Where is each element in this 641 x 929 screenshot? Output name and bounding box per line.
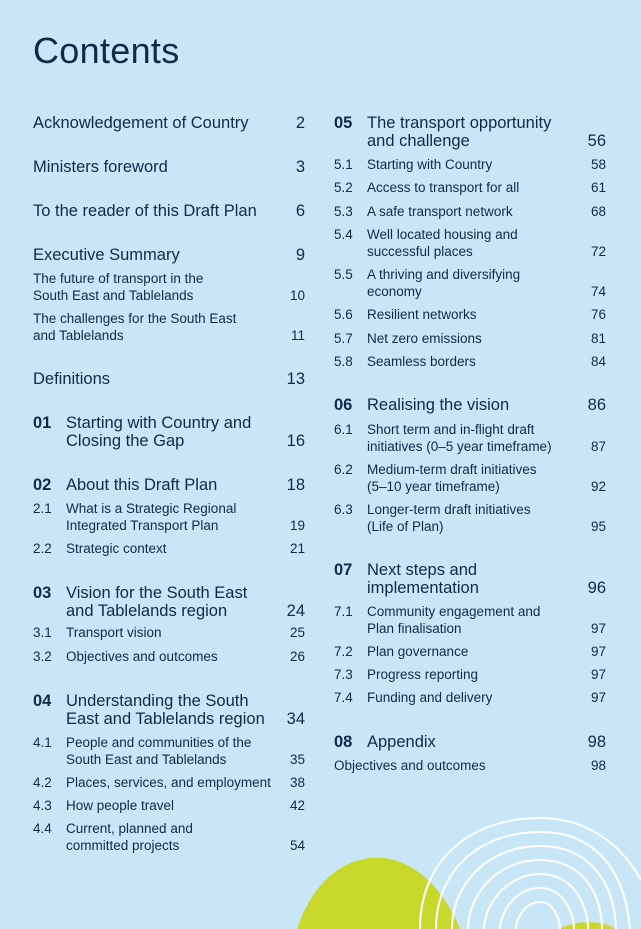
toc-entry-title: Progress reporting — [367, 667, 479, 682]
toc-entry-number: 7.2 — [334, 644, 353, 659]
toc-entry-title: Short term and in-flight draft initiatives (0–5 year timeframe) — [367, 422, 552, 454]
toc-entry-number: 2.1 — [33, 501, 52, 516]
toc-entry-number: 6.3 — [334, 502, 353, 517]
toc-entry-title: Plan governance — [367, 644, 469, 659]
toc-entry-title: How people travel — [66, 798, 175, 813]
toc-entry-page: 10 — [289, 288, 305, 303]
toc-entry-page: 72 — [590, 244, 606, 259]
toc-entry-page: 6 — [295, 202, 305, 220]
toc-entry-number: 2.2 — [33, 541, 52, 556]
toc-entry-page: 26 — [289, 649, 305, 664]
toc-entry-page: 2 — [295, 114, 305, 132]
toc-entry-page: 97 — [590, 690, 606, 705]
toc-entry-page: 42 — [289, 798, 305, 813]
toc-entry-number: 5.4 — [334, 227, 353, 242]
toc-entry-title: The challenges for the South East and Tablelands — [33, 311, 237, 343]
toc-entry-page: 87 — [590, 439, 606, 454]
toc-entry-number: 5.1 — [334, 157, 353, 172]
toc-entry-number: 4.1 — [33, 735, 52, 750]
toc-entry-title: Next steps and implementation — [367, 561, 479, 597]
toc-entry-title: Places, services, and employment — [66, 775, 271, 790]
toc-entry-page: 58 — [590, 157, 606, 172]
toc-entry-title: Seamless borders — [367, 354, 476, 369]
toc-entry-title: Well located housing and successful places — [367, 227, 518, 259]
toc-entry-title: Executive Summary — [33, 246, 180, 264]
toc-entry-page: 3 — [295, 158, 305, 176]
toc-entry-number: 5.5 — [334, 267, 353, 282]
toc-entry-title: Definitions — [33, 370, 111, 388]
toc-entry-title: Appendix — [367, 733, 436, 751]
toc-entry-title: A thriving and diversifying economy — [367, 267, 521, 299]
toc-entry-title: Funding and delivery — [367, 690, 493, 705]
toc-entry-number: 02 — [33, 476, 52, 494]
toc-entry-title: Strategic context — [66, 541, 167, 556]
toc-entry-page: 98 — [587, 733, 606, 751]
toc-entry-page: 16 — [286, 432, 305, 450]
toc-entry-page: 86 — [587, 396, 606, 414]
toc-entry-title: Starting with Country and Closing the Gap — [66, 414, 252, 450]
toc-entry-page: 13 — [286, 370, 305, 388]
toc-entry-number: 7.3 — [334, 667, 353, 682]
toc-entry-number: 7.1 — [334, 604, 353, 619]
toc-entry-number: 5.2 — [334, 180, 353, 195]
toc-entry-page: 68 — [590, 204, 606, 219]
toc-entry-page: 76 — [590, 307, 606, 322]
toc-entry-title: People and communities of the South East and Tablelands — [66, 735, 252, 767]
toc-entry-page: 97 — [590, 644, 606, 659]
toc-entry-number: 5.7 — [334, 331, 353, 346]
toc-entry-number: 05 — [334, 114, 353, 132]
toc-entry-page: 56 — [587, 132, 606, 150]
toc-entry-title: Acknowledgement of Country — [33, 114, 249, 132]
toc-entry-page: 96 — [587, 579, 606, 597]
toc-entry-page: 25 — [289, 625, 305, 640]
toc-entry-title: Current, planned and committed projects — [66, 821, 193, 853]
toc-entry-page: 97 — [590, 667, 606, 682]
toc-entry-number: 6.2 — [334, 462, 353, 477]
toc-entry-title: A safe transport network — [367, 204, 513, 219]
toc-entry-page: 98 — [590, 758, 606, 773]
toc-entry-title: Resilient networks — [367, 307, 477, 322]
toc-entry-title: Net zero emissions — [367, 331, 482, 346]
toc-entry-title: Transport vision — [66, 625, 162, 640]
toc-entry-page: 24 — [286, 602, 305, 620]
toc-entry-title: About this Draft Plan — [66, 476, 218, 494]
toc-entry-page: 35 — [289, 752, 305, 767]
toc-entry-number: 3.2 — [33, 649, 52, 664]
toc-entry-number: 5.3 — [334, 204, 353, 219]
toc-entry-number: 4.3 — [33, 798, 52, 813]
toc-entry-number: 06 — [334, 396, 353, 414]
toc-entry-title: To the reader of this Draft Plan — [33, 202, 257, 220]
page-title: Contents — [33, 30, 180, 71]
toc-entry-number: 08 — [334, 733, 353, 751]
contour-lines — [420, 818, 641, 929]
toc-entry-page: 9 — [295, 246, 305, 264]
toc-entry-page: 97 — [590, 621, 606, 636]
toc-entry-title: Longer-term draft initiatives (Life of Plan) — [367, 502, 531, 534]
toc-entry-number: 04 — [33, 692, 52, 710]
toc-entry-page: 74 — [590, 284, 606, 299]
toc-entry-page: 19 — [289, 518, 305, 533]
toc-entry-title: The future of transport in the South East and Tablelands — [33, 271, 204, 303]
toc-entry-page: 92 — [590, 479, 606, 494]
toc-entry-title: What is a Strategic Regional Integrated Transport Plan — [66, 501, 237, 533]
toc-entry-number: 5.6 — [334, 307, 353, 322]
toc-entry-number: 4.4 — [33, 821, 52, 836]
toc-entry-number: 5.8 — [334, 354, 353, 369]
toc-entry-number: 3.1 — [33, 625, 52, 640]
toc-entry-page: 21 — [289, 541, 305, 556]
toc-entry-page: 81 — [590, 331, 606, 346]
toc-entry-title: Objectives and outcomes — [66, 649, 218, 664]
toc-entry-page: 84 — [590, 354, 606, 369]
toc-entry-page: 34 — [286, 710, 305, 728]
toc-entry-title: Starting with Country — [367, 157, 493, 172]
toc-entry-page: 61 — [590, 180, 606, 195]
toc-entry-title: Ministers foreword — [33, 158, 168, 176]
toc-entry-title: Understanding the South East and Tablelands region — [66, 692, 265, 728]
toc-entry-page: 18 — [286, 476, 305, 494]
toc-entry-number: 07 — [334, 561, 353, 579]
toc-entry-title: Medium-term draft initiatives (5–10 year timeframe) — [367, 462, 537, 494]
toc-entry-title: Objectives and outcomes — [334, 758, 486, 773]
toc-entry-title: Access to transport for all — [367, 180, 520, 195]
toc-entry-page: 38 — [289, 775, 305, 790]
toc-entry-number: 6.1 — [334, 422, 353, 437]
toc-entry-page: 11 — [290, 328, 305, 343]
toc-entry-page: 54 — [289, 838, 305, 853]
toc-entry-number: 01 — [33, 414, 52, 432]
toc-entry-title: Vision for the South East and Tablelands region — [66, 584, 248, 620]
toc-entry-page: 95 — [590, 519, 606, 534]
toc-entry-title: Realising the vision — [367, 396, 510, 414]
toc-entry-number: 7.4 — [334, 690, 353, 705]
toc-entry-title: Community engagement and Plan finalisation — [367, 604, 541, 636]
toc-entry-title: The transport opportunity and challenge — [367, 114, 552, 150]
toc-entry-number: 03 — [33, 584, 52, 602]
toc-entry-number: 4.2 — [33, 775, 52, 790]
